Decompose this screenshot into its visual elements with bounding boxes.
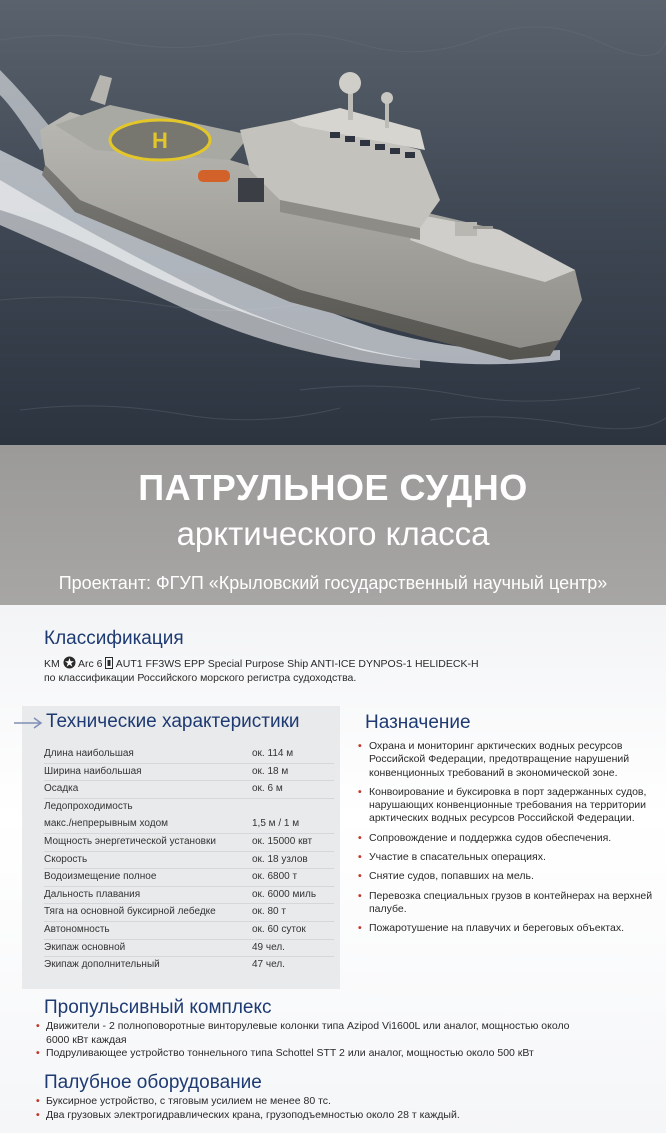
purpose-item: • Сопровождение и поддержка судов обеспечения. bbox=[358, 832, 658, 845]
purpose-item: • Пожаротушение на плавучих и береговых объектах. bbox=[358, 922, 658, 935]
helipad-letter: H bbox=[152, 128, 168, 153]
register-star-icon bbox=[63, 656, 76, 669]
tech-row bbox=[44, 869, 334, 887]
tech-row bbox=[44, 799, 334, 817]
tech-row bbox=[44, 781, 334, 799]
tech-value: ок. 18 узлов bbox=[252, 853, 308, 865]
tech-label: Скорость bbox=[44, 853, 88, 865]
tech-value: ок. 114 м bbox=[252, 748, 294, 759]
page-subtitle: арктического класса bbox=[176, 515, 490, 552]
tech-label: Автономность bbox=[44, 923, 110, 935]
tech-value: ок. 15000 квт bbox=[252, 835, 313, 847]
tech-row bbox=[44, 764, 334, 782]
class-code-rest: AUT1 FF3WS EPP Special Purpose Ship ANTI-ICE DYNPOS-1 HELIDECK-H bbox=[115, 658, 479, 670]
deck-item: • Буксирное устройство, с тяговым усилием не менее 80 тс. bbox=[36, 1095, 666, 1109]
tech-value: 49 чел. bbox=[252, 941, 285, 953]
tech-row bbox=[44, 834, 334, 852]
deck-heading: Палубное оборудование bbox=[44, 1072, 262, 1093]
tech-row bbox=[44, 746, 334, 764]
tech-value: ок. 6 м bbox=[252, 783, 283, 795]
purpose-item: • Перевозка специальных грузов в контейнерах на верхней палубе. bbox=[358, 890, 658, 917]
tech-value: ок. 18 м bbox=[252, 765, 289, 777]
tech-value: ок. 60 суток bbox=[252, 923, 306, 935]
tech-label: Длина наибольшая bbox=[44, 748, 134, 759]
tech-value: ок. 6800 т bbox=[252, 871, 298, 883]
tech-label: макс./непрерывным ходом bbox=[44, 818, 169, 830]
purpose-item: • Охрана и мониторинг арктических водных ресурсов Российской Федерации, предотвращение нарушений конвенционных требований в экономической зоне. bbox=[358, 740, 658, 780]
purpose-list bbox=[358, 740, 658, 942]
class-code-arc: Arc 6 bbox=[78, 658, 103, 670]
tech-label: Мощность энергетической установки bbox=[44, 835, 216, 847]
ship-illustration bbox=[0, 0, 666, 445]
designer-line: Проектант: ФГУП «Крыловский государственный научный центр» bbox=[58, 573, 608, 593]
deck-item: • Два грузовых электрогидравлических крана, грузоподъемностью около 28 т каждый. bbox=[36, 1109, 666, 1123]
tech-heading: Технические характеристики bbox=[46, 711, 300, 732]
propulsion-item-text: 6000 кВт каждая bbox=[46, 1033, 127, 1046]
propulsion-item-text: Движители - 2 полноповоротные винторулевые колонки типа Azipod Vi1600L или аналог, мощностью около bbox=[46, 1020, 570, 1032]
tech-label: Осадка bbox=[44, 783, 79, 795]
class-box-icon bbox=[105, 657, 113, 669]
tech-label: Экипаж дополнительный bbox=[44, 959, 160, 971]
tech-value: ок. 80 т bbox=[252, 906, 286, 918]
classification-note: по классификации Российского морского регистра судоходства. bbox=[44, 672, 357, 684]
propulsion-heading: Пропульсивный комплекс bbox=[44, 997, 272, 1018]
tech-row bbox=[44, 816, 334, 834]
tech-value: ок. 6000 миль bbox=[252, 888, 317, 900]
tech-row bbox=[44, 852, 334, 870]
page-title: ПАТРУЛЬНОЕ СУДНО bbox=[138, 467, 528, 508]
class-code-prefix: KM bbox=[44, 658, 60, 670]
purpose-item: • Снятие судов, попавших на мель. bbox=[358, 870, 658, 883]
tech-row bbox=[44, 957, 334, 975]
tech-row bbox=[44, 922, 334, 940]
classification-code bbox=[44, 656, 479, 671]
tech-row bbox=[44, 887, 334, 905]
purpose-item: • Конвоирование и буксировка в порт задержанных судов, нарушающих конвенционные требования на территории арктических водных ресурсов Российской Федерации. bbox=[358, 786, 658, 826]
tech-label: Экипаж основной bbox=[44, 941, 126, 953]
purpose-heading: Назначение bbox=[365, 712, 471, 733]
arrow-right-icon bbox=[14, 715, 44, 731]
propulsion-item: • Подруливающее устройство тоннельного типа Schottel STT 2 или аналог, мощностью около 500 кВт bbox=[36, 1047, 666, 1061]
tech-row bbox=[44, 904, 334, 922]
tech-label: Ледопроходимость bbox=[44, 800, 133, 812]
tech-value: 1,5 м / 1 м bbox=[252, 818, 300, 830]
tech-value: 47 чел. bbox=[252, 959, 285, 971]
ship-image bbox=[0, 0, 666, 445]
tech-label: Дальность плавания bbox=[44, 888, 141, 900]
classification-heading: Классификация bbox=[44, 628, 184, 649]
tech-label: Водоизмещение полное bbox=[44, 871, 157, 883]
propulsion-item bbox=[36, 1020, 666, 1047]
tech-row bbox=[44, 940, 334, 958]
tech-label: Ширина наибольшая bbox=[44, 765, 142, 777]
tech-table bbox=[44, 746, 334, 975]
purpose-item: • Участие в спасательных операциях. bbox=[358, 851, 658, 864]
tech-label: Тяга на основной буксирной лебедке bbox=[44, 906, 216, 918]
